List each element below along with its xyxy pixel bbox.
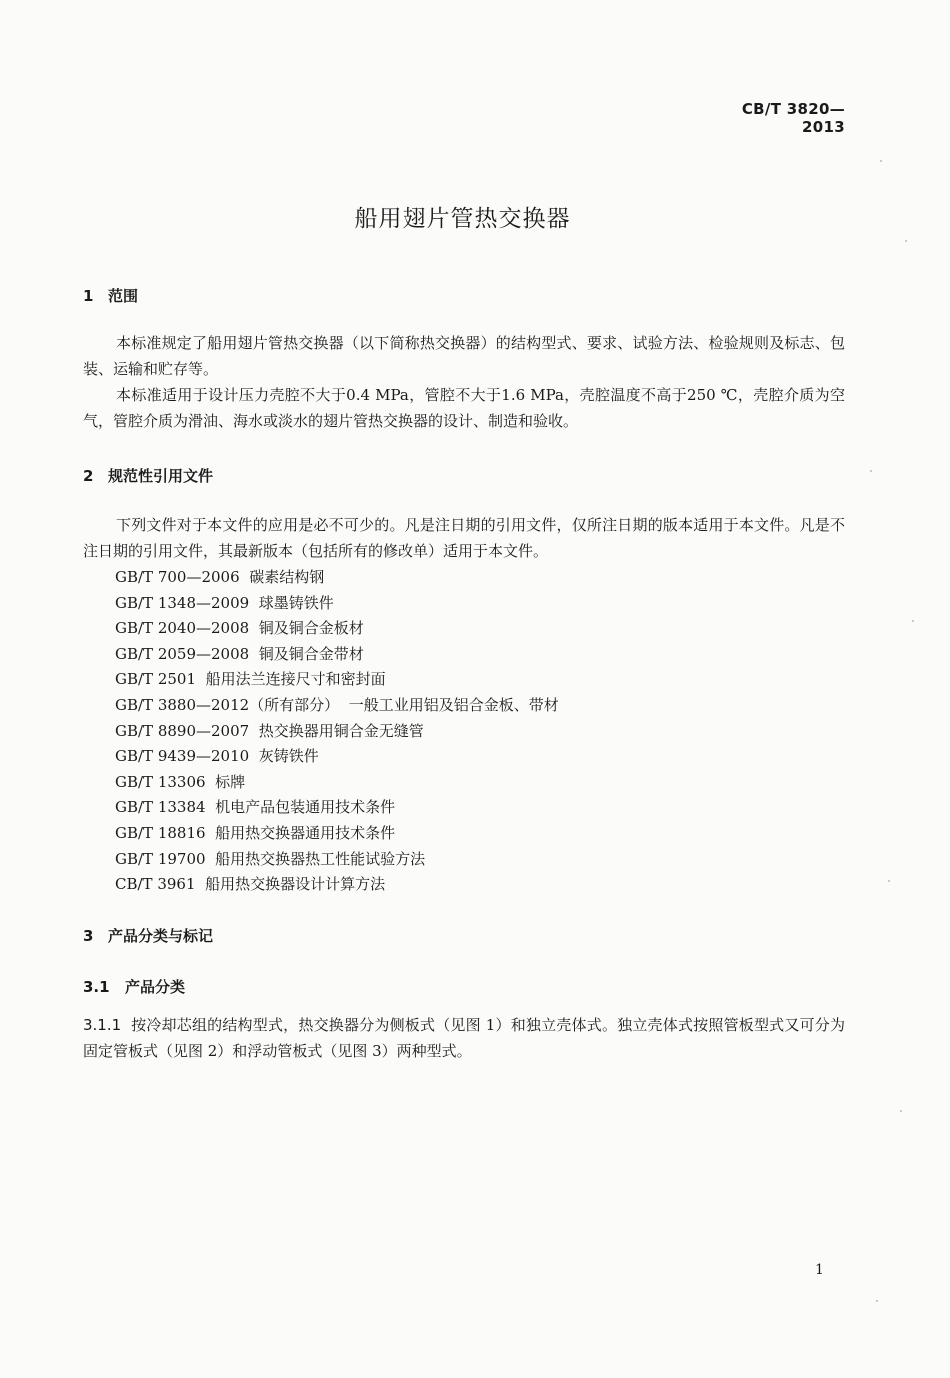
section-2-paragraph-1: 下列文件对于本文件的应用是必不可少的。凡是注日期的引用文件，仅所注日期的版本适用于本文件。凡是不注日期的引用文件，其最新版本（包括所有的修改单）适用于本文件。: [83, 516, 845, 560]
reference-name: 铜及铜合金带材: [258, 644, 364, 663]
reference-code: GB/T 18816: [115, 823, 206, 842]
reference-name: 船用热交换器热工性能试验方法: [215, 849, 426, 868]
section-title: 产品分类: [125, 978, 186, 996]
reference-code: GB/T 1348—2009: [115, 593, 250, 612]
reference-item: [115, 693, 559, 719]
reference-code: GB/T 700—2006: [115, 568, 240, 586]
section-title: 范围: [108, 287, 139, 305]
standard-code: CB/T 3820—2013: [741, 100, 845, 136]
section-number: 2: [83, 467, 94, 485]
reference-code: CB/T 3961: [115, 875, 196, 894]
section-2-heading: [83, 465, 213, 486]
clause-number: 3.1.1: [83, 1016, 122, 1034]
reference-item: [115, 795, 559, 821]
reference-code: GB/T 9439—2010: [115, 747, 250, 766]
section-1-paragraph-1: 本标准规定了船用翅片管热交换器（以下简称热交换器）的结构型式、要求、试验方法、检验规则及标志、包装、运输和贮存等。: [83, 334, 845, 378]
reference-code: GB/T 2040—2008: [115, 619, 250, 638]
reference-name: 铜及铜合金板材: [258, 619, 364, 638]
reference-name: 标牌: [215, 772, 246, 791]
section-3-1-heading: [83, 976, 185, 997]
section-title: 产品分类与标记: [108, 927, 214, 945]
page-number: 1: [815, 1262, 824, 1278]
reference-item: [115, 847, 559, 873]
reference-item: [115, 719, 559, 745]
normative-references-list: [115, 565, 559, 898]
section-3-heading: [83, 925, 213, 946]
reference-item: [115, 642, 559, 668]
reference-code: GB/T 13384: [115, 798, 206, 817]
reference-name: 一般工业用铝及铝合金板、带材: [348, 695, 559, 714]
reference-name: 船用法兰连接尺寸和密封面: [205, 670, 386, 689]
reference-item: [115, 667, 559, 693]
reference-code: GB/T 13306: [115, 772, 206, 791]
clause-text: 按冷却芯组的结构型式，热交换器分为侧板式（见图 1）和独立壳体式。独立壳体式按照管板型式又可分为固定管板式（见图 2）和浮动管板式（见图 3）两种型式。: [83, 1016, 845, 1060]
document-title: 船用翅片管热交换器: [354, 206, 571, 232]
reference-name: 船用热交换器通用技术条件: [215, 823, 396, 842]
reference-code: GB/T 2501: [115, 670, 197, 689]
reference-item: [115, 744, 559, 770]
section-title: 规范性引用文件: [108, 467, 214, 485]
reference-item: [115, 616, 559, 642]
section-number: 3: [83, 927, 94, 945]
reference-code: GB/T 3880—2012（所有部分）: [115, 695, 340, 714]
reference-name: 船用热交换器设计计算方法: [205, 875, 386, 894]
reference-item: [115, 565, 559, 591]
reference-name: 灰铸铁件: [258, 747, 319, 766]
section-1-paragraph-2: 本标准适用于设计压力壳腔不大于0.4 MPa，管腔不大于1.6 MPa，壳腔温度不高于250 ℃，壳腔介质为空气，管腔介质为滑油、海水或淡水的翅片管热交换器的设计、制造和验收。: [83, 386, 845, 430]
reference-code: GB/T 19700: [115, 849, 206, 868]
section-1-heading: [83, 285, 138, 306]
section-number: 3.1: [83, 978, 110, 996]
reference-name: 碳素结构钢: [249, 568, 325, 586]
reference-item: [115, 872, 559, 898]
reference-code: GB/T 2059—2008: [115, 644, 250, 663]
reference-code: GB/T 8890—2007: [115, 721, 250, 740]
section-3-1-1-paragraph: [83, 1012, 845, 1064]
reference-name: 机电产品包装通用技术条件: [215, 798, 396, 817]
reference-name: 球墨铸铁件: [258, 593, 334, 612]
reference-item: [115, 770, 559, 796]
reference-name: 热交换器用铜合金无缝管: [258, 721, 424, 740]
section-number: 1: [83, 287, 94, 305]
reference-item: [115, 591, 559, 617]
reference-item: [115, 821, 559, 847]
